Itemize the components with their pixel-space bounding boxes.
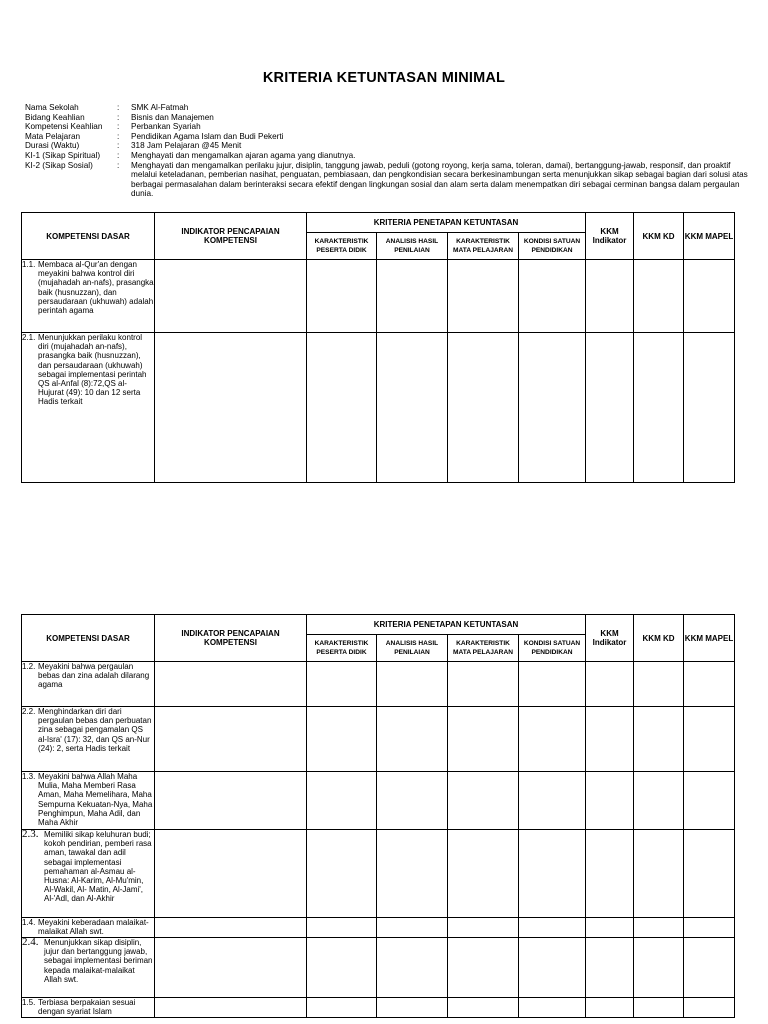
kkm-cell (684, 772, 735, 830)
kkm-cell (586, 333, 634, 483)
table-row (22, 918, 735, 938)
kkm-cell (634, 830, 684, 918)
kd-number: 2.3. (22, 828, 39, 840)
kd-number: 1.1. (22, 260, 36, 269)
indikator-cell (155, 938, 307, 998)
criteria-cell (519, 830, 586, 918)
indikator-cell (155, 772, 307, 830)
kkm-cell (684, 662, 735, 707)
kkm-cell (586, 938, 634, 998)
criteria-cell (519, 707, 586, 772)
criteria-cell (377, 918, 448, 938)
kkm-cell (634, 998, 684, 1018)
kd-number: 1.4. (22, 918, 36, 927)
kkm-cell (586, 830, 634, 918)
criteria-cell (519, 260, 586, 333)
info-row (25, 113, 750, 123)
kd-text: Membaca al-Qur'an dengan meyakini bahwa kontrol diri (mujahadah an-nafs), prasangka baik (husnuzzan), dan persaudaraan (ukhuwah) adalah perintah agama (38, 260, 154, 316)
kd-number: 2.4. (22, 936, 39, 948)
info-value: SMK Al-Fatmah (131, 103, 189, 112)
info-row (25, 132, 750, 142)
criteria-cell (377, 260, 448, 333)
info-separator: : (117, 150, 120, 160)
info-value: Menghayati dan mengamalkan perilaku jujur, disiplin, tanggung jawab, peduli (gotong royong, kerja sama, toleran, damai), bertanggung-jawab, responsif, dan proaktif melalui keteladanan, pemberian nasihat, penguatan, pembiasaan, dan pengkondisian secara berkesinambungan serta menunjukkan sikap sebagai bagian dari solusi atas berbagai permasalahan dalam berinteraksi secara efektif dengan lingkungan sosial dan alam serta dalam menempatkan diri sebagai cerminan bangsa dalam pergaulan dunia. (131, 160, 748, 199)
info-label: Bidang Keahlian (25, 112, 85, 122)
info-separator: : (117, 141, 120, 151)
criteria-cell (307, 707, 377, 772)
indikator-cell (155, 918, 307, 938)
indikator-cell (155, 707, 307, 772)
criteria-cell (519, 938, 586, 998)
header-kondisi: KONDISI SATUAN PENDIDIKAN (519, 233, 586, 260)
document-title: KRITERIA KETUNTASAN MINIMAL (262, 70, 506, 86)
table-row (22, 260, 735, 333)
info-label: Kompetensi Keahlian (25, 122, 103, 132)
info-value: Perbankan Syariah (131, 122, 201, 132)
kkm-cell (684, 333, 735, 483)
criteria-cell (307, 662, 377, 707)
info-value: Bisnis dan Manajemen (131, 112, 214, 122)
info-label: Mata Pelajaran (25, 131, 81, 141)
kd-cell (22, 918, 155, 938)
kd-cell (22, 707, 155, 772)
kkm-cell (634, 938, 684, 998)
header-analisis: ANALISIS HASIL PENILAIAN (377, 233, 448, 260)
table-row (22, 772, 735, 830)
header-kkm-indikator: KKM Indikator (586, 213, 634, 260)
kkm-table-2 (21, 614, 735, 1018)
kd-cell (22, 772, 155, 830)
header-indikator: INDIKATOR PENCAPAIAN KOMPETENSI (155, 615, 307, 662)
criteria-cell (448, 772, 519, 830)
criteria-cell (448, 333, 519, 483)
info-row (25, 161, 750, 199)
header-karakteristik-peserta: KARAKTERISTIK PESERTA DIDIK (307, 233, 377, 260)
info-label: KI-1 (Sikap Spiritual) (25, 150, 101, 160)
criteria-cell (377, 662, 448, 707)
criteria-cell (519, 772, 586, 830)
criteria-cell (307, 333, 377, 483)
header-kkm-kd: KKM KD (634, 213, 684, 260)
kd-cell (22, 333, 155, 483)
kd-cell (22, 662, 155, 707)
kkm-cell (586, 662, 634, 707)
table-row (22, 707, 735, 772)
criteria-cell (377, 938, 448, 998)
kd-text: Menunjukkan perilaku kontrol diri (mujahadah an-nafs), prasangka baik (husnuzzan), dan persaudaraan (ukhuwah) sebagai implementasi perintah QS al-Anfal (8):72,QS al- Hujurat (49): 10 dan 12 serta Hadis terkait (38, 333, 147, 407)
info-row (25, 103, 750, 113)
info-label: Durasi (Waktu) (25, 141, 80, 151)
header-kondisi: KONDISI SATUAN PENDIDIKAN (519, 635, 586, 662)
kd-number: 1.2. (22, 662, 36, 671)
criteria-cell (448, 260, 519, 333)
kd-cell (22, 998, 155, 1018)
kd-text: Meyakini bahwa Allah Maha Mulia, Maha Memberi Rasa Aman, Maha Memelihara, Maha Sempurna Kekuatan-Nya, Maha Penghimpun, Maha Adil, dan Maha Akhir (38, 772, 153, 828)
criteria-cell (307, 830, 377, 918)
kkm-cell (634, 707, 684, 772)
header-analisis: ANALISIS HASIL PENILAIAN (377, 635, 448, 662)
kkm-cell (586, 772, 634, 830)
criteria-cell (448, 830, 519, 918)
kkm-cell (684, 707, 735, 772)
criteria-cell (307, 772, 377, 830)
info-separator: : (117, 103, 120, 112)
indikator-cell (155, 662, 307, 707)
header-kriteria: KRITERIA PENETAPAN KETUNTASAN (307, 213, 586, 233)
criteria-cell (448, 707, 519, 772)
header-kompetensi-dasar: KOMPETENSI DASAR (22, 615, 155, 662)
info-separator: : (117, 122, 120, 132)
header-kkm-mapel: KKM MAPEL (684, 213, 735, 260)
header-kriteria: KRITERIA PENETAPAN KETUNTASAN (307, 615, 586, 635)
header-karakteristik-mapel: KARAKTERISTIK MATA PELAJARAN (448, 635, 519, 662)
kkm-cell (684, 918, 735, 938)
kd-text: Menunjukkan sikap disiplin, jujur dan bertanggung jawab, sebagai implementasi beriman kepada malaikat-malaikat Allah swt. (44, 938, 153, 984)
kd-text: Menghindarkan diri dari pergaulan bebas dan perbuatan zina sebagai pengamalan QS al-Isra' (17): 32, dan QS an-Nur (24): 2, serta Hadis terkait (38, 707, 152, 753)
info-row (25, 122, 750, 132)
kd-cell (22, 260, 155, 333)
kd-number: 1.5. (22, 998, 36, 1007)
indikator-cell (155, 830, 307, 918)
info-value: Pendidikan Agama Islam dan Budi Pekerti (131, 131, 284, 141)
indikator-cell (155, 998, 307, 1018)
criteria-cell (519, 918, 586, 938)
criteria-cell (448, 998, 519, 1018)
criteria-cell (377, 772, 448, 830)
criteria-cell (377, 707, 448, 772)
kkm-cell (684, 830, 735, 918)
criteria-cell (448, 918, 519, 938)
info-separator: : (117, 112, 120, 122)
criteria-cell (307, 260, 377, 333)
kkm-table-1 (21, 212, 735, 483)
table-row (22, 998, 735, 1018)
criteria-cell (377, 830, 448, 918)
header-kompetensi-dasar: KOMPETENSI DASAR (22, 213, 155, 260)
kd-cell (22, 830, 155, 918)
header-kkm-indikator: KKM Indikator (586, 615, 634, 662)
criteria-cell (307, 938, 377, 998)
info-row (25, 141, 750, 151)
kd-text: Memiliki sikap keluhuran budi; kokoh pendirian, pemberi rasa aman, tawakal dan adil sebagai implementasi pemahaman al-Asmau al- Husna: Al-Karim, Al-Mu'min, Al-Wakil, Al- Matin, Al-Jami', Al-'Adl, dan Al-Akhir (44, 830, 152, 904)
kkm-cell (586, 707, 634, 772)
kd-cell (22, 938, 155, 998)
criteria-cell (519, 998, 586, 1018)
kd-number: 1.3. (22, 772, 36, 781)
table-row (22, 662, 735, 707)
criteria-cell (519, 662, 586, 707)
kkm-cell (684, 938, 735, 998)
info-separator: : (117, 131, 120, 141)
info-label: Nama Sekolah (25, 103, 79, 112)
kkm-cell (634, 662, 684, 707)
kkm-cell (586, 998, 634, 1018)
indikator-cell (155, 260, 307, 333)
criteria-cell (448, 938, 519, 998)
kkm-cell (684, 260, 735, 333)
header-kkm-mapel: KKM MAPEL (684, 615, 735, 662)
kd-number: 2.2. (22, 707, 36, 716)
table-row (22, 938, 735, 998)
criteria-cell (377, 333, 448, 483)
criteria-cell (519, 333, 586, 483)
kkm-cell (634, 772, 684, 830)
criteria-cell (307, 998, 377, 1018)
info-value: 318 Jam Pelajaran @45 Menit (131, 141, 242, 151)
table-row (22, 830, 735, 918)
criteria-cell (448, 662, 519, 707)
kkm-cell (634, 333, 684, 483)
kkm-cell (586, 260, 634, 333)
info-label: KI-2 (Sikap Sosial) (25, 160, 93, 170)
header-karakteristik-peserta: KARAKTERISTIK PESERTA DIDIK (307, 635, 377, 662)
header-karakteristik-mapel: KARAKTERISTIK MATA PELAJARAN (448, 233, 519, 260)
kkm-cell (586, 918, 634, 938)
info-value: Menghayati dan mengamalkan ajaran agama yang dianutnya. (131, 150, 356, 160)
kd-text: Terbiasa berpakaian sesuai dengan syariat Islam (38, 998, 136, 1017)
info-separator: : (117, 160, 120, 170)
header-kkm-kd: KKM KD (634, 615, 684, 662)
info-row (25, 151, 750, 161)
kkm-cell (684, 998, 735, 1018)
header-indikator: INDIKATOR PENCAPAIAN KOMPETENSI (155, 213, 307, 260)
kd-text: Meyakini bahwa pergaulan bebas dan zina adalah dilarang agama (38, 662, 150, 690)
kkm-cell (634, 260, 684, 333)
criteria-cell (307, 918, 377, 938)
kkm-cell (634, 918, 684, 938)
kd-number: 2.1. (22, 333, 36, 342)
indikator-cell (155, 333, 307, 483)
school-info (25, 103, 750, 199)
kd-text: Meyakini keberadaan malaikat-malaikat Allah swt. (38, 918, 149, 937)
criteria-cell (377, 998, 448, 1018)
table-row (22, 333, 735, 483)
